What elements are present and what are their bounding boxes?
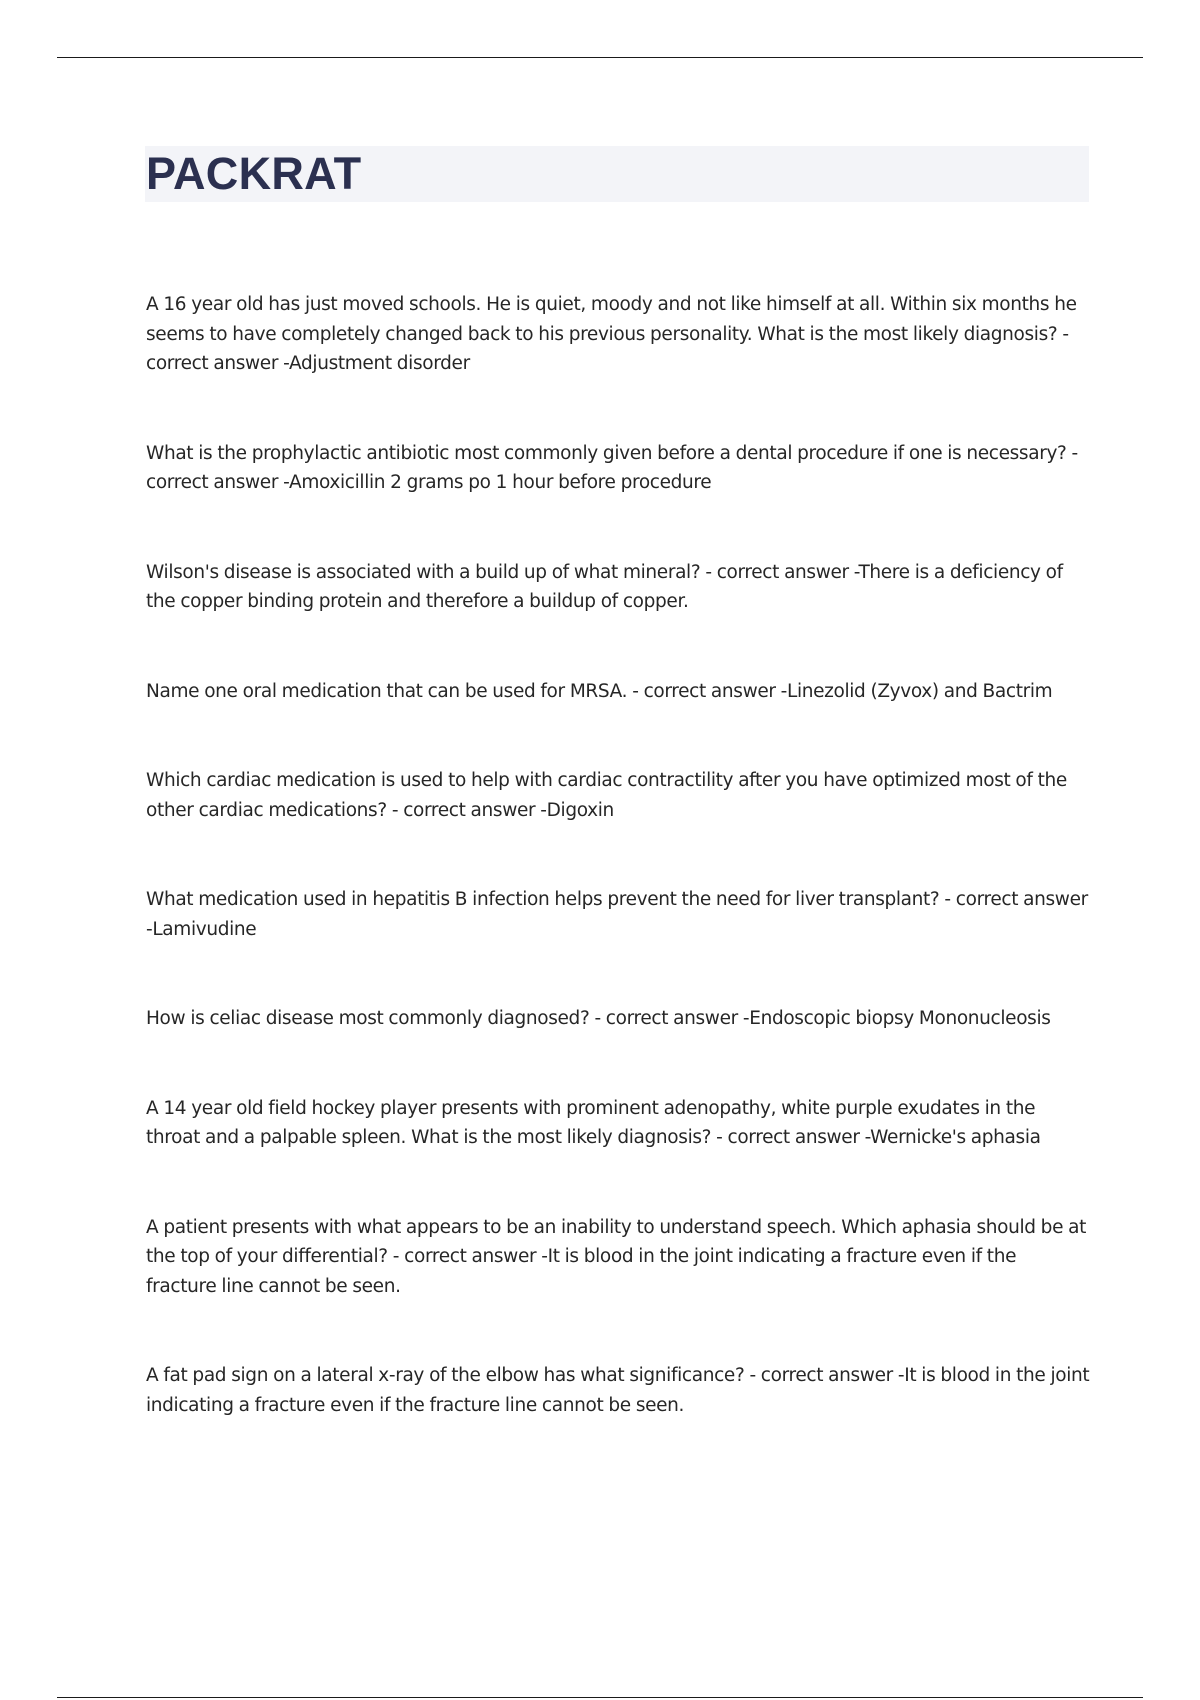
footer-rule bbox=[57, 1697, 1143, 1698]
qa-item-6: What medication used in hepatitis B infection helps prevent the need for liver transplant? - correct answer -Lamivudine bbox=[146, 889, 1088, 940]
qa-item-2: What is the prophylactic antibiotic most commonly given before a dental procedure if one is necessary? - correct answer -Amoxicillin 2 grams po 1 hour before procedure bbox=[146, 442, 1078, 493]
header-rule bbox=[57, 57, 1143, 58]
qa-item-10: A fat pad sign on a lateral x-ray of the elbow has what significance? - correct answer -It is blood in the joint indicating a fracture even if the fracture line cannot be seen. bbox=[146, 1365, 1090, 1416]
qa-item-5: Which cardiac medication is used to help with cardiac contractility after you have optimized most of the other cardiac medications? - correct answer -Digoxin bbox=[146, 770, 1067, 821]
qa-item-8: A 14 year old field hockey player presents with prominent adenopathy, white purple exudates in the throat and a palpable spleen. What is the most likely diagnosis? - correct answer -Wernicke's aphasia bbox=[146, 1097, 1041, 1148]
qa-item-1: A 16 year old has just moved schools. He is quiet, moody and not like himself at all. Within six months he seems to have completely changed back to his previous personality. What is the most likely diagnosis? - correct answer -Adjustment disorder bbox=[146, 294, 1077, 374]
qa-item-9: A patient presents with what appears to be an inability to understand speech. Which aphasia should be at the top of your differential? - correct answer -It is blood in the joint indicating a fracture even if the fracture line cannot be seen. bbox=[146, 1216, 1087, 1297]
page-title: PACKRAT bbox=[146, 148, 362, 199]
qa-item-7: How is celiac disease most commonly diagnosed? - correct answer -Endoscopic biopsy Mononucleosis bbox=[146, 1008, 1051, 1029]
qa-item-4: Name one oral medication that can be used for MRSA. - correct answer -Linezolid (Zyvox) and Bactrim bbox=[146, 680, 1053, 702]
qa-item-3: Wilson's disease is associated with a build up of what mineral? - correct answer -There is a deficiency of the copper binding protein and therefore a buildup of copper. bbox=[146, 561, 1063, 612]
qa-list bbox=[146, 290, 1090, 1420]
